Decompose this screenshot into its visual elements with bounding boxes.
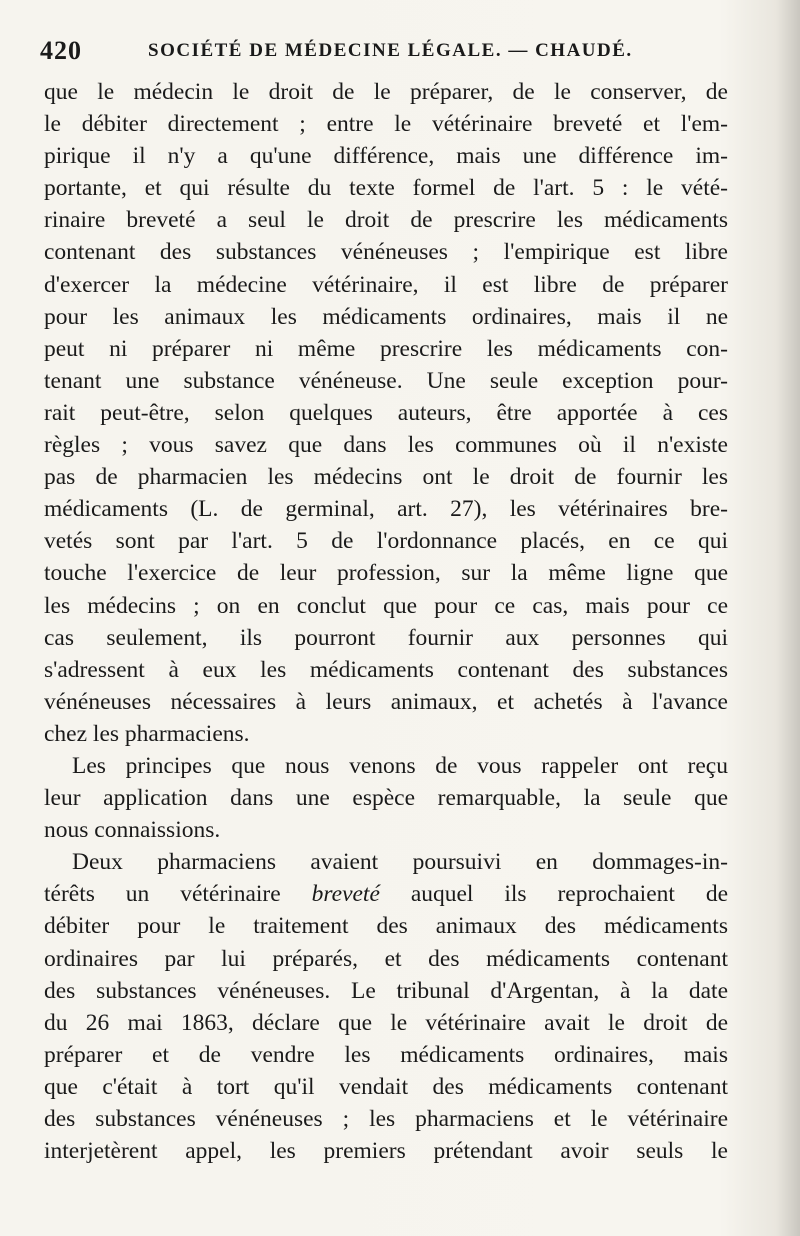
- text-span: térêts un vétérinaire: [44, 881, 281, 908]
- text-line: peut ni préparer ni même prescrire les médicaments con-: [44, 335, 728, 362]
- page-number: 420: [40, 36, 82, 65]
- text-line: les médecins ; on en conclut que pour ce cas, mais pour ce: [44, 592, 728, 619]
- text-line-paragraph-start: Deux pharmaciens avaient poursuivi en dommages-in-: [72, 849, 728, 876]
- text-line: des substances vénéneuses ; les pharmaciens et le vétérinaire: [44, 1106, 728, 1132]
- text-line: du 26 mai 1863, déclare que le vétérinaire avait le droit de: [44, 1009, 728, 1036]
- text-line: règles ; vous savez que dans les communes où il n'existe: [44, 432, 728, 459]
- text-line-with-italic: [44, 878, 728, 910]
- text-line: préparer et de vendre les médicaments ordinaires, mais: [44, 1041, 728, 1068]
- text-line: des substances vénéneuses. Le tribunal d'Argentan, à la date: [44, 977, 728, 1004]
- text-line: interjetèrent appel, les premiers prétendant avoir seuls le: [44, 1138, 728, 1165]
- text-line: portante, et qui résulte du texte formel de l'art. 5 : le vété-: [44, 175, 728, 202]
- text-line-paragraph-start: Les principes que nous venons de vous rappeler ont reçu: [72, 752, 728, 779]
- text-line: touche l'exercice de leur profession, sur la même ligne que: [44, 560, 728, 587]
- text-line-paragraph-end: chez les pharmaciens.: [44, 720, 250, 747]
- text-line: leur application dans une espèce remarquable, la seule que: [44, 785, 728, 812]
- body-text: [44, 76, 728, 1167]
- text-line: pour les animaux les médicaments ordinaires, mais il ne: [44, 303, 728, 330]
- text-line: pas de pharmacien les médecins ont le droit de fournir les: [44, 464, 728, 491]
- text-line: que c'était à tort qu'il vendait des médicaments contenant: [44, 1073, 728, 1100]
- page-header: [40, 36, 730, 70]
- text-line: ordinaires par lui préparés, et des médicaments contenant: [44, 945, 728, 972]
- text-line: que le médecin le droit de le préparer, de le conserver, de: [44, 79, 728, 105]
- text-line: tenant une substance vénéneuse. Une seule exception pour-: [44, 367, 728, 394]
- text-line: débiter pour le traitement des animaux des médicaments: [44, 913, 728, 940]
- italic-word: breveté: [311, 881, 380, 908]
- text-line-paragraph-end: nous connaissions.: [44, 817, 221, 844]
- text-line: d'exercer la médecine vétérinaire, il est libre de préparer: [44, 271, 728, 298]
- text-line: contenant des substances vénéneuses ; l'empirique est libre: [44, 239, 728, 266]
- text-line: s'adressent à eux les médicaments contenant des substances: [44, 656, 728, 683]
- text-line: vénéneuses nécessaires à leurs animaux, et achetés à l'avance: [44, 688, 728, 715]
- text-span: auquel ils reprochaient de: [410, 881, 729, 908]
- text-line: médicaments (L. de germinal, art. 27), les vétérinaires bre-: [44, 496, 728, 523]
- text-line: pirique il n'y a qu'une différence, mais une différence im-: [44, 143, 728, 170]
- text-line: cas seulement, ils pourront fournir aux personnes qui: [44, 624, 728, 651]
- running-head: SOCIÉTÉ DE MÉDECINE LÉGALE. — CHAUDÉ.: [148, 40, 633, 61]
- text-line: le débiter directement ; entre le vétérinaire breveté et l'em-: [44, 111, 728, 138]
- text-line: vetés sont par l'art. 5 de l'ordonnance placés, en ce qui: [44, 528, 728, 555]
- text-line: rait peut-être, selon quelques auteurs, être apportée à ces: [44, 399, 728, 426]
- text-line: rinaire breveté a seul le droit de prescrire les médicaments: [44, 207, 728, 234]
